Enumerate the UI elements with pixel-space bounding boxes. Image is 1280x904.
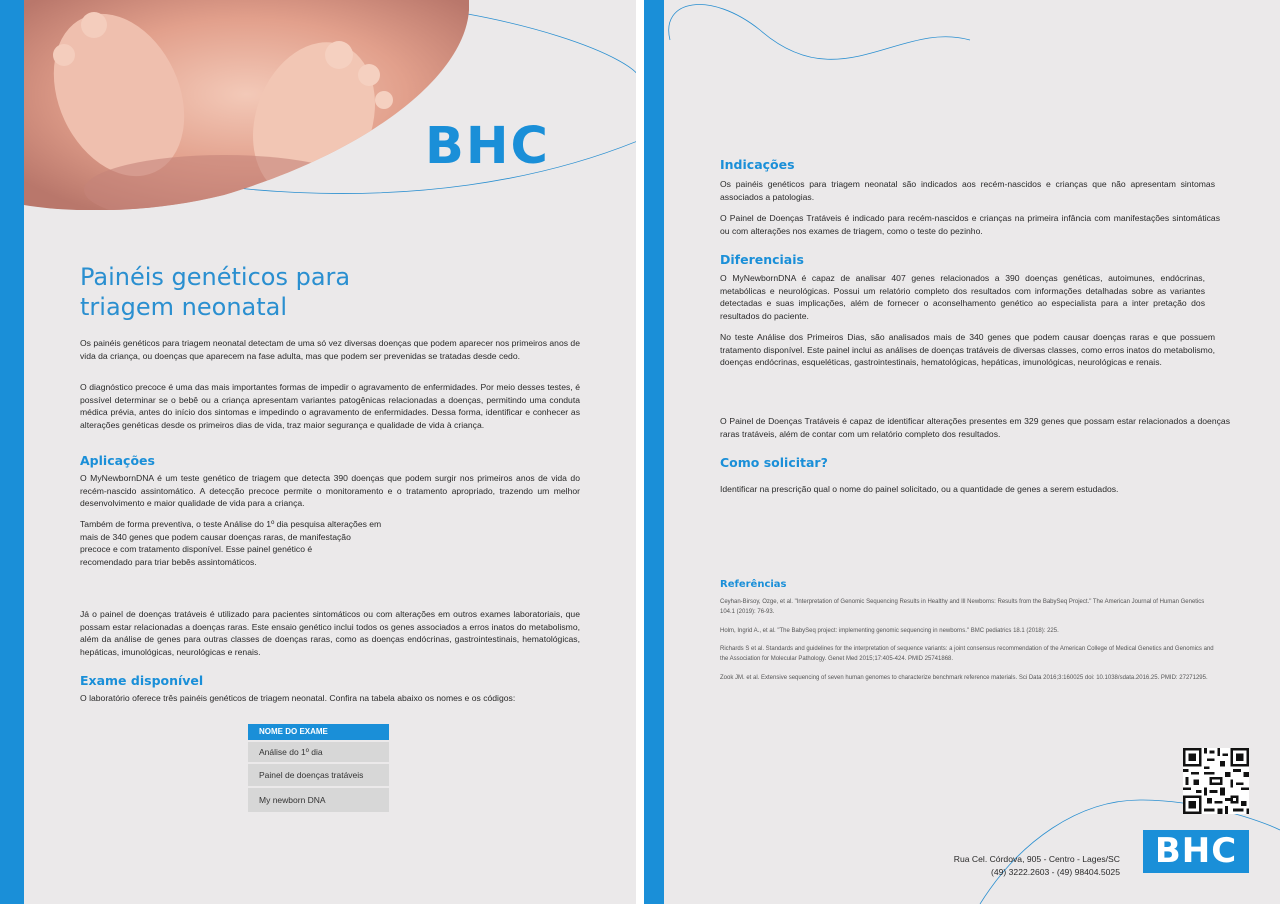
reference-item: Zook JM. et al. Extensive sequencing of seven human genomes to characterize benchmark reference materials. Sci Data 2016;3:160025 doi: 10.1038/sdata.2016.25. PMID: 27271295. <box>720 675 1208 681</box>
baby-feet-photo <box>24 0 469 210</box>
exam-table-row: Análise do 1º dia <box>248 740 389 762</box>
aplicacoes-paragraph <box>80 518 420 568</box>
intro-paragraph: O diagnóstico precoce é uma das mais importantes formas de impedir o agravamento de enfermidades. Por meio desses testes, é possível determinar se o bebê ou a criança apresentam variantes patogênicas relacionadas a doenças, permitindo uma conduta médica prévia, antes do início dos sintomas e impedindo o agravamento de enfermidades. Dessa forma, identificar e conhecer as alterações genéticas desde os primeiros dias de vida, traz maior segurança e qualidade de vida à criança. <box>80 382 580 430</box>
page-gutter <box>636 0 644 904</box>
aplicacoes-heading: Aplicações <box>80 453 155 468</box>
solicitar-heading: Como solicitar? <box>720 455 828 470</box>
qr-code <box>1183 748 1249 814</box>
indicacoes-heading: Indicações <box>720 157 795 172</box>
diferenciais-paragraph: No teste Análise dos Primeiros Dias, são analisados mais de 340 genes que podem causar doenças raras e que possuem tratamento disponível. Este painel inclui as análises de doenças tratáveis de diversas classes, como erros inatos do metabolismo, doenças endócrinas, esqueléticas, gastrointestinais, hematológicas, hepáticas, imunológicas, neurológicas e renais. <box>720 332 1215 368</box>
diferenciais-paragraph: O Painel de Doenças Tratáveis é capaz de identificar alterações presentes em 329 genes que possam estar relacionados a doenças raras tratáveis, além de contar com um relatório completo dos resultados. <box>720 416 1230 439</box>
reference-item: Holm, Ingrid A., et al. "The BabySeq project: implementing genomic sequencing in newborns." BMC pediatrics 18.1 (2018): 225. <box>720 628 1059 634</box>
exam-table-row: My newborn DNA <box>248 786 389 812</box>
exam-table <box>248 724 389 812</box>
bhc-logo: BHC <box>425 117 550 176</box>
title-line: triagem neonatal <box>80 293 288 321</box>
diferenciais-paragraph: O MyNewbornDNA é capaz de analisar 407 genes relacionados a 390 doenças genéticas, autoimunes, endócrinas, metabólicas e neurológicas. Possui um relatório completo dos resultados com informações detalhadas sobre as variantes detectadas e suas implicações, além de fornecer o aconselhamento genético ao especialista para a inter pretação dos resultados do paciente. <box>720 273 1205 321</box>
exam-table-header: NOME DO EXAME <box>248 724 389 740</box>
title-line: Painéis genéticos para <box>80 263 351 291</box>
page-title <box>80 262 440 322</box>
solicitar-paragraph: Identificar na prescrição qual o nome do painel solicitado, ou a quantidade de genes a serem estudados. <box>720 484 1119 494</box>
address-block <box>900 853 1120 878</box>
aplicacoes-paragraph: Já o painel de doenças tratáveis é utilizado para pacientes sintomáticos ou com alterações em outros exames laboratoriais, que possam estar relacionadas a doenças raras. Este ensaio genético inclui todos os genes associados a erros inatos do metabolismo, além da análise de genes para outras classes de doenças raras, como as doenças endócrinas, gastrointestinais, hematológicas, hepáticas, imunológicas, neurológicas e renais. <box>80 609 580 657</box>
accent-bar <box>0 0 24 904</box>
indicacoes-paragraph: O Painel de Doenças Tratáveis é indicado para recém-nascidos e crianças na primeira infância com manifestações sintomáticas ou com alterações nos exames de triagem, como o teste do pezinho. <box>720 213 1220 236</box>
exame-heading: Exame disponível <box>80 673 204 688</box>
aplicacoes-paragraph: O MyNewbornDNA é um teste genético de triagem que detecta 390 doenças que podem surgir nos primeiros anos de vida do recém-nascido assintomático. A detecção precoce permite o monitoramento e o tratamento apropriado, trazendo um melhor desenvolvimento e maior qualidade de vida para a criança. <box>80 473 580 509</box>
phone-line: (49) 3222.2603 - (49) 98404.5025 <box>990 866 1120 877</box>
intro-paragraph: Os painéis genéticos para triagem neonatal detectam de uma só vez diversas doenças que podem aparecer nos primeiros anos de vida da criança, ou doenças que aparecem na fase adulta, mas que podem ser prevenidas se tratadas desde cedo. <box>80 338 580 361</box>
address-line: Rua Cel. Córdova, 905 - Centro - Lages/SC <box>953 854 1120 864</box>
diferenciais-heading: Diferenciais <box>720 252 804 267</box>
exame-paragraph: O laboratório oferece três painéis genéticos de triagem neonatal. Confira na tabela abaixo os nomes e os códigos: <box>80 693 516 703</box>
bhc-logo: BHC <box>1143 830 1249 873</box>
exam-table-row: Painel de doenças tratáveis <box>248 762 389 786</box>
text-line: mais de 340 genes que podem causar doenças raras, de manifestação <box>80 531 351 542</box>
text-line: Também de forma preventiva, o teste Análise do 1º dia pesquisa alterações em <box>80 519 382 529</box>
reference-item: Richards S et al. Standards and guidelines for the interpretation of sequence variants: a joint consensus recommendation of the American College of Medical Genetics and Genomics and the Association for Molecular Pathology. Genet Med 2015;17:405-424. PMID 25741868. <box>720 646 1214 662</box>
referencias-heading: Referências <box>720 579 787 590</box>
text-line: precoce e com tratamento disponível. Esse painel genético é <box>80 544 313 555</box>
indicacoes-paragraph: Os painéis genéticos para triagem neonatal são indicados aos recém-nascidos e crianças que não apresentam sintomas associados a patologias. <box>720 179 1215 202</box>
text-line: recomendado para triar bebês assintomáticos. <box>80 556 257 567</box>
reference-item: Ceyhan-Birsoy, Ozge, et al. "Interpretation of Genomic Sequencing Results in Healthy and Ill Newborns: Results from the BabySeq Project." The American Journal of Human Genetics 104.1 (2019): 76-93. <box>720 599 1205 615</box>
